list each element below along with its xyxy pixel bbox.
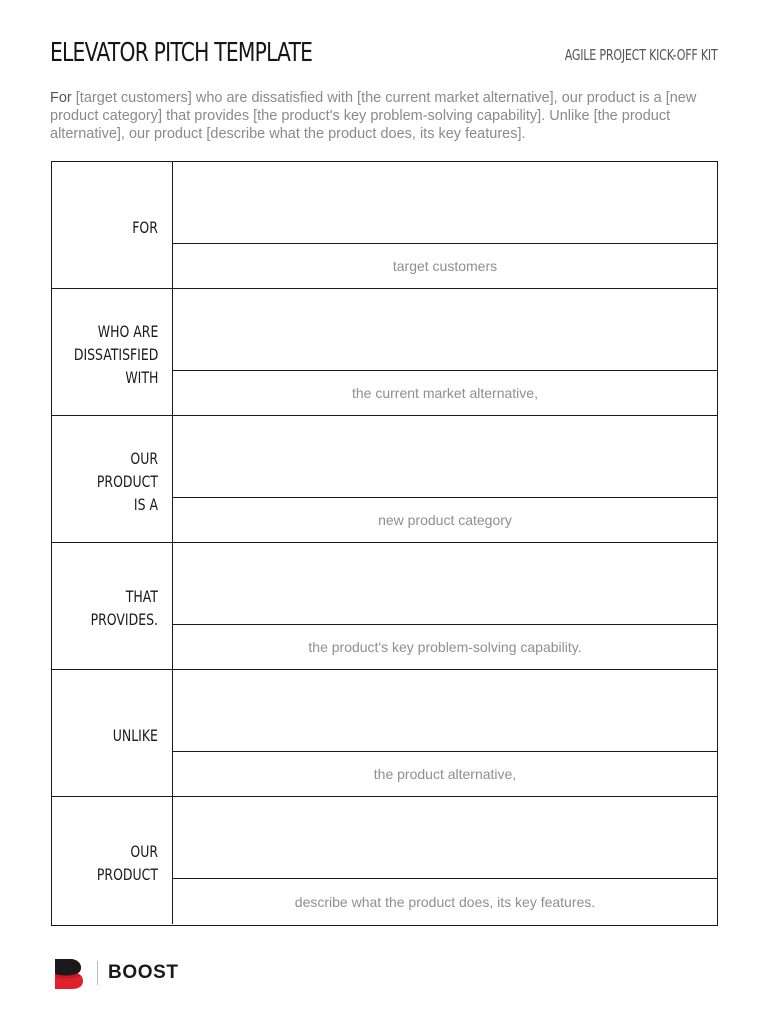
answer-field-market-alternative[interactable] xyxy=(173,289,717,371)
row-label-cell xyxy=(52,543,173,669)
kit-label: AGILE PROJECT KICK-OFF KIT xyxy=(565,46,718,64)
row-fields xyxy=(173,162,717,288)
row-fields xyxy=(173,797,717,924)
brand-name: BOOST xyxy=(108,962,179,983)
pitch-row-dissatisfied-with xyxy=(52,289,717,416)
intro-paragraph xyxy=(50,89,718,143)
row-fields xyxy=(173,543,717,669)
row-fields xyxy=(173,416,717,542)
row-hint: the product's key problem-solving capability. xyxy=(308,639,582,655)
row-label-cell xyxy=(52,289,173,415)
page-title: ELEVATOR PITCH TEMPLATE xyxy=(50,38,313,68)
row-hint: the current market alternative, xyxy=(352,385,538,401)
answer-field-product-alternative[interactable] xyxy=(173,670,717,752)
row-label: OUR PRODUCT IS A xyxy=(96,448,158,514)
pitch-row-that-provides xyxy=(52,543,717,670)
row-label-cell xyxy=(52,162,173,288)
intro-text: [target customers] who are dissatisfied with [the current market alternative], our product is a [new product category] that provides [the product's key problem-solving capability]. Unlike [the product alternative], our product [describe what the product does, its key features]. xyxy=(50,90,697,142)
pitch-form-table xyxy=(51,161,718,926)
row-hint: new product category xyxy=(378,512,512,528)
row-hint: target customers xyxy=(392,258,498,274)
logo-divider xyxy=(97,961,98,985)
answer-field-target-customers[interactable] xyxy=(173,162,717,244)
row-hint: describe what the product does, its key features. xyxy=(294,893,596,910)
answer-field-product-description[interactable] xyxy=(173,797,717,879)
row-label: FOR xyxy=(132,217,158,237)
pitch-row-our-product xyxy=(52,797,717,924)
pitch-row-for xyxy=(52,162,717,289)
boost-b-logo-icon xyxy=(51,955,87,991)
row-label: WHO ARE DISSATISFIED WITH xyxy=(73,321,158,387)
answer-field-key-capability[interactable] xyxy=(173,543,717,625)
row-label-cell xyxy=(52,670,173,796)
row-label-cell xyxy=(52,797,173,924)
answer-field-product-category[interactable] xyxy=(173,416,717,498)
row-fields xyxy=(173,289,717,415)
row-label: UNLIKE xyxy=(112,725,158,745)
row-label-cell xyxy=(52,416,173,542)
row-fields xyxy=(173,670,717,796)
row-label: THAT PROVIDES. xyxy=(90,587,158,629)
row-hint: the product alternative, xyxy=(373,766,517,782)
pitch-row-unlike xyxy=(52,670,717,797)
row-label: OUR PRODUCT xyxy=(96,841,158,884)
boost-logo xyxy=(51,955,179,991)
pitch-row-our-product-is-a xyxy=(52,416,717,543)
intro-lead: For xyxy=(50,90,72,106)
